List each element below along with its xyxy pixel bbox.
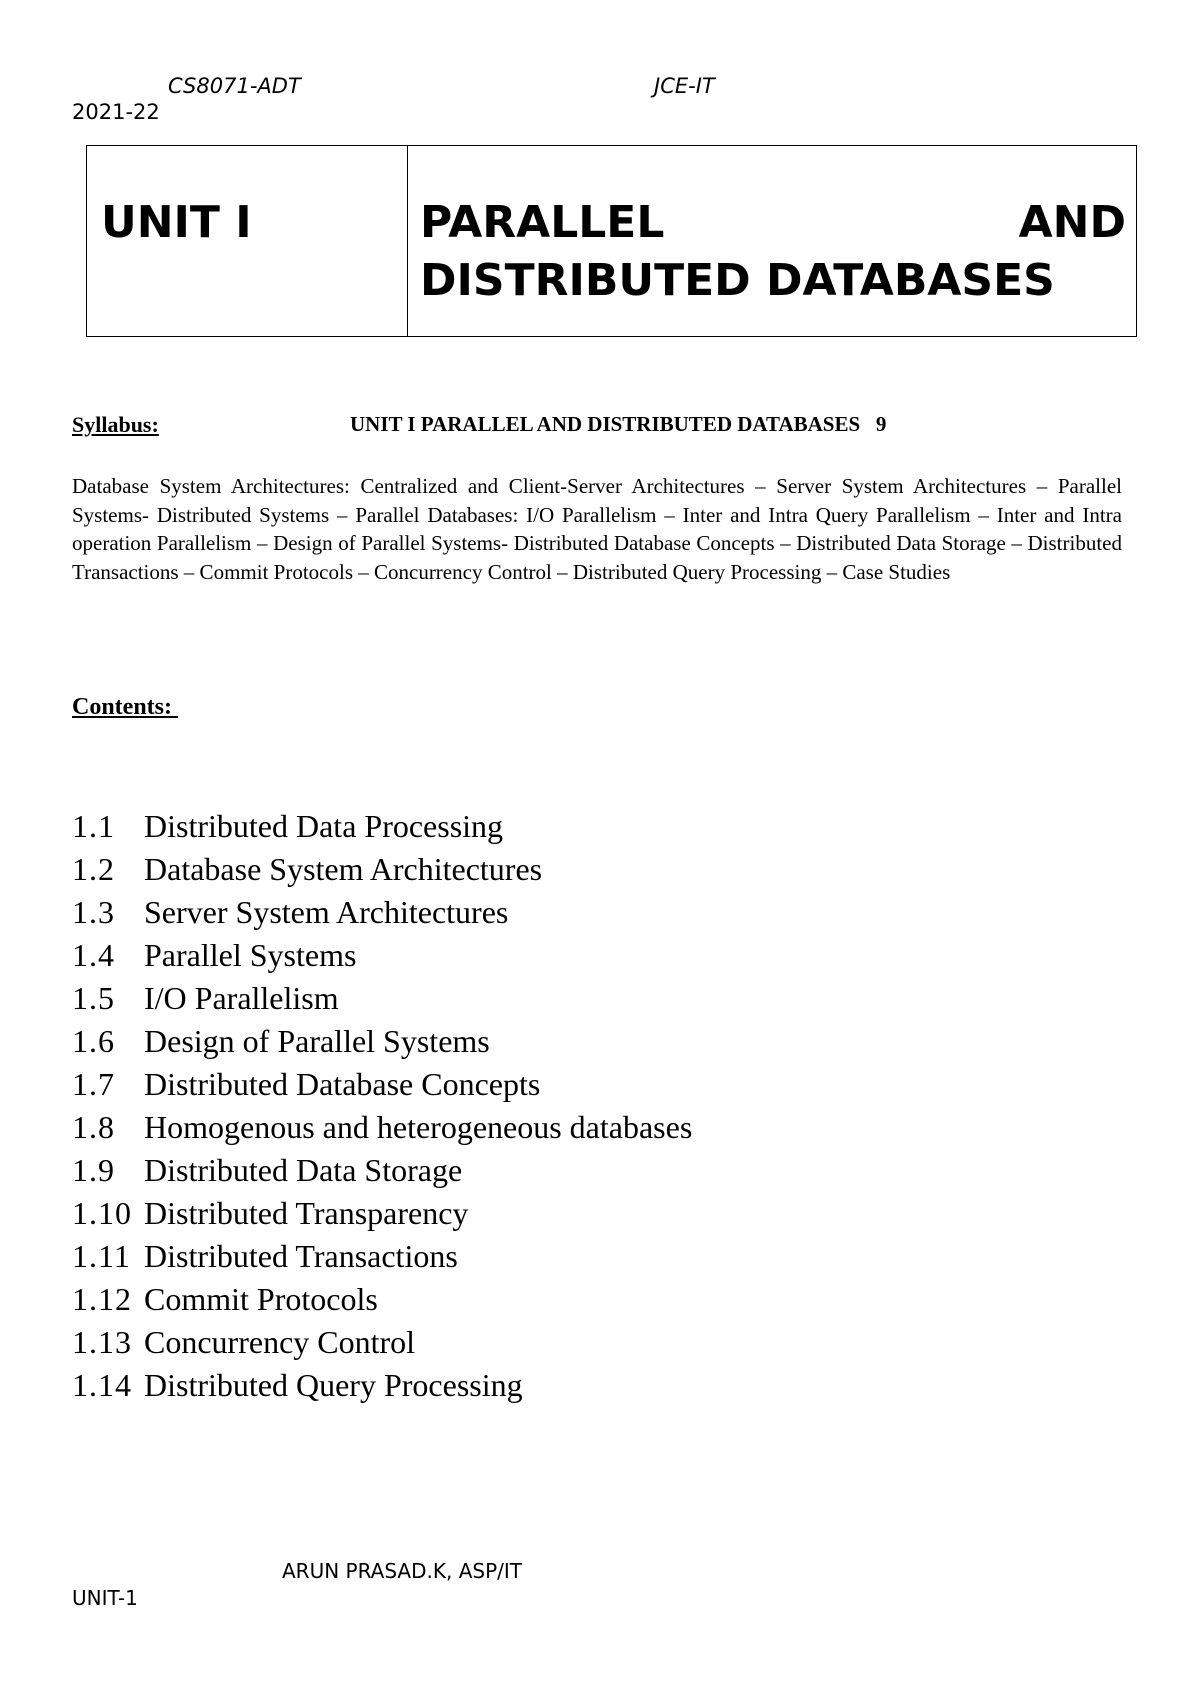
- title-word-parallel: PARALLEL: [420, 197, 665, 248]
- unit-label: UNIT I: [87, 146, 408, 336]
- contents-item: [72, 1321, 692, 1364]
- contents-item-title: Homogenous and heterogeneous databases: [144, 1109, 693, 1145]
- contents-item-number: 1.13: [72, 1324, 132, 1360]
- contents-item-number: 1.14: [72, 1367, 132, 1403]
- contents-item-title: Distributed Transparency: [144, 1195, 469, 1231]
- contents-item-title: Parallel Systems: [144, 937, 357, 973]
- contents-item-number: 1.4: [72, 937, 115, 973]
- contents-item: [72, 1278, 692, 1321]
- contents-item: [72, 1235, 692, 1278]
- contents-item-number: 1.8: [72, 1109, 115, 1145]
- contents-item-title: Design of Parallel Systems: [144, 1023, 490, 1059]
- contents-item: [72, 891, 692, 934]
- title-line-2: DISTRIBUTED DATABASES: [420, 255, 1055, 306]
- contents-item-number: 1.12: [72, 1281, 132, 1317]
- contents-item: [72, 1192, 692, 1235]
- contents-item-title: Distributed Data Storage: [144, 1152, 463, 1188]
- contents-item: [72, 1106, 692, 1149]
- contents-item-number: 1.9: [72, 1152, 115, 1188]
- contents-item-title: I/O Parallelism: [144, 980, 339, 1016]
- contents-item: [72, 1020, 692, 1063]
- department-label: JCE-IT: [654, 74, 715, 98]
- contents-item-title: Database System Architectures: [144, 851, 543, 887]
- contents-list: [72, 805, 692, 1407]
- contents-item-title: Distributed Database Concepts: [144, 1066, 541, 1102]
- syllabus-label: Syllabus:: [72, 412, 159, 437]
- contents-item: [72, 805, 692, 848]
- unit-title-box: [86, 145, 1137, 337]
- footer-author: ARUN PRASAD.K, ASP/IT: [282, 1559, 522, 1583]
- contents-item: [72, 1149, 692, 1192]
- contents-label: Contents:: [72, 694, 178, 720]
- contents-item-number: 1.1: [72, 808, 115, 844]
- contents-item: [72, 934, 692, 977]
- contents-item-title: Distributed Query Processing: [144, 1367, 523, 1403]
- contents-item-number: 1.7: [72, 1066, 115, 1102]
- academic-year: 2021-22: [72, 100, 160, 124]
- contents-item-title: Commit Protocols: [144, 1281, 378, 1317]
- contents-item-number: 1.11: [72, 1238, 131, 1274]
- contents-item: [72, 848, 692, 891]
- contents-item-number: 1.2: [72, 851, 115, 887]
- contents-item: [72, 1364, 692, 1407]
- contents-item-number: 1.3: [72, 894, 115, 930]
- course-code: CS8071-ADT: [168, 74, 301, 98]
- contents-item-title: Server System Architectures: [144, 894, 509, 930]
- contents-item-number: 1.10: [72, 1195, 132, 1231]
- contents-item-title: Distributed Transactions: [144, 1238, 458, 1274]
- title-word-and: AND: [1018, 197, 1126, 248]
- syllabus-heading: UNIT I PARALLEL AND DISTRIBUTED DATABASES 9: [350, 412, 887, 436]
- footer-unit: UNIT-1: [72, 1586, 138, 1610]
- contents-item-title: Distributed Data Processing: [144, 808, 504, 844]
- contents-item: [72, 1063, 692, 1106]
- unit-title: [408, 146, 1136, 336]
- contents-item-number: 1.5: [72, 980, 115, 1016]
- contents-item: [72, 977, 692, 1020]
- syllabus-body: Database System Architectures: Centralized and Client-Server Architectures – Server System Architectures – Parallel Systems- Distributed Systems – Parallel Databases: I/O Parallelism – Inter and Intra Query Parallelism – Inter and Intra operation Parallelism – Design of Parallel Systems- Distributed Database Concepts – Distributed Data Storage – Distributed Transactions – Commit Protocols – Concurrency Control – Distributed Query Processing – Case Studies: [72, 474, 1122, 584]
- contents-item-title: Concurrency Control: [144, 1324, 416, 1360]
- contents-item-number: 1.6: [72, 1023, 115, 1059]
